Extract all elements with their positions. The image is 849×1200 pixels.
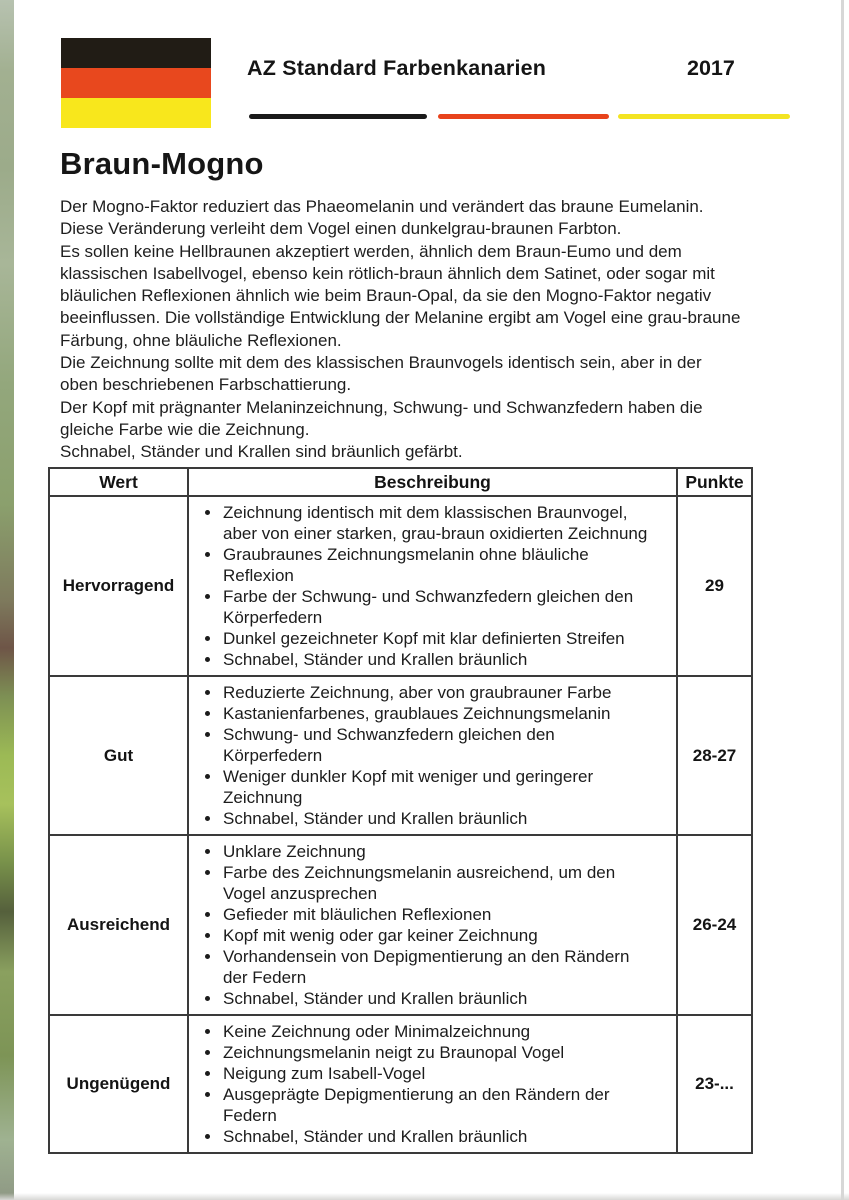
- punkte-cell: 28-27: [677, 676, 752, 835]
- page-bottom-shadow: [0, 1193, 849, 1200]
- beschreibung-cell: [188, 1015, 677, 1153]
- criteria-item: • Neigung zum Isabell-Vogel: [222, 1063, 658, 1084]
- column-header-punkte: Punkte: [677, 468, 752, 496]
- tricolor-rule-yellow: [618, 114, 790, 119]
- intro-text: [60, 196, 802, 464]
- criteria-item: • Vorhandensein von Depigmentierung an den Rändern der Federn: [222, 946, 658, 988]
- page-edge-shadow: [841, 0, 844, 1200]
- flag-black-stripe: [61, 38, 211, 68]
- beschreibung-cell: [188, 676, 677, 835]
- tricolor-rule-black: [249, 114, 427, 119]
- criteria-list: [195, 502, 658, 670]
- table-header-row: [49, 468, 752, 496]
- wert-cell: Gut: [49, 676, 188, 835]
- journal-title: AZ Standard Farbenkanarien: [247, 56, 547, 80]
- intro-line: klassischen Isabellvogel, ebenso kein rötlich-braun ähnlich dem Satinet, oder sogar mit: [60, 263, 715, 283]
- german-flag-icon: [61, 38, 211, 128]
- punkte-cell: 29: [677, 496, 752, 676]
- criteria-item: • Keine Zeichnung oder Minimalzeichnung: [222, 1021, 658, 1042]
- punkte-cell: 26-24: [677, 835, 752, 1015]
- intro-line: oben beschriebenen Farbschattierung.: [60, 375, 352, 395]
- criteria-item: • Farbe des Zeichnungsmelanin ausreichend, um den Vogel anzusprechen: [222, 862, 658, 904]
- table-row: [49, 496, 752, 676]
- criteria-item: • Kopf mit wenig oder gar keiner Zeichnung: [222, 925, 658, 946]
- criteria-item: • Weniger dunkler Kopf mit weniger und geringerer Zeichnung: [222, 766, 658, 808]
- intro-line: Der Kopf mit prägnanter Melaninzeichnung, Schwung- und Schwanzfedern haben die: [60, 397, 703, 417]
- intro-line: Schnabel, Ständer und Krallen sind bräunlich gefärbt.: [60, 442, 463, 462]
- page-title: Braun-Mogno: [60, 146, 264, 181]
- wert-cell: Ungenügend: [49, 1015, 188, 1153]
- column-header-wert: Wert: [49, 468, 188, 496]
- criteria-item: • Schwung- und Schwanzfedern gleichen den Körperfedern: [222, 724, 658, 766]
- intro-line: gleiche Farbe wie die Zeichnung.: [60, 419, 310, 439]
- criteria-item: • Ausgeprägte Depigmentierung an den Rändern der Federn: [222, 1084, 658, 1126]
- punkte-cell: 23-...: [677, 1015, 752, 1153]
- table-row: [49, 676, 752, 835]
- criteria-item: • Kastanienfarbenes, graublaues Zeichnungsmelanin: [222, 703, 658, 724]
- scan-edge-photo-strip: [0, 0, 14, 1200]
- beschreibung-cell: [188, 835, 677, 1015]
- intro-line: Der Mogno-Faktor reduziert das Phaeomelanin und verändert das braune Eumelanin.: [60, 197, 704, 216]
- table-row: [49, 835, 752, 1015]
- criteria-item: • Farbe der Schwung- und Schwanzfedern gleichen den Körperfedern: [222, 586, 658, 628]
- wert-cell: Hervorragend: [49, 496, 188, 676]
- criteria-item: • Zeichnungsmelanin neigt zu Braunopal Vogel: [222, 1042, 658, 1063]
- wert-cell: Ausreichend: [49, 835, 188, 1015]
- criteria-item: • Graubraunes Zeichnungsmelanin ohne bläuliche Reflexion: [222, 544, 658, 586]
- intro-line: beeinflussen. Die vollständige Entwicklung der Melanine ergibt am Vogel eine grau-braune: [60, 308, 741, 328]
- intro-line: Diese Veränderung verleiht dem Vogel einen dunkelgrau-braunen Farbton.: [60, 219, 622, 239]
- beschreibung-cell: [188, 496, 677, 676]
- criteria-item: • Gefieder mit bläulichen Reflexionen: [222, 904, 658, 925]
- tricolor-rule-red: [438, 114, 609, 119]
- criteria-list: [195, 682, 658, 829]
- year-label: 2017: [687, 56, 735, 80]
- column-header-beschreibung: Beschreibung: [188, 468, 677, 496]
- intro-line: Färbung, ohne bläuliche Reflexionen.: [60, 330, 342, 350]
- score-table: [48, 467, 753, 1154]
- criteria-item: • Schnabel, Ständer und Krallen bräunlich: [222, 649, 658, 670]
- flag-red-stripe: [61, 68, 211, 98]
- intro-line: Es sollen keine Hellbraunen akzeptiert werden, ähnlich dem Braun-Eumo und dem: [60, 241, 682, 261]
- criteria-item: • Schnabel, Ständer und Krallen bräunlich: [222, 988, 658, 1009]
- criteria-list: [195, 1021, 658, 1147]
- criteria-item: • Zeichnung identisch mit dem klassischen Braunvogel, aber von einer starken, grau-braun oxidierten Zeichnung: [222, 502, 658, 544]
- criteria-item: • Schnabel, Ständer und Krallen bräunlich: [222, 1126, 658, 1147]
- intro-line: Die Zeichnung sollte mit dem des klassischen Braunvogels identisch sein, aber in der: [60, 353, 702, 373]
- criteria-item: • Reduzierte Zeichnung, aber von graubrauner Farbe: [222, 682, 658, 703]
- criteria-item: • Unklare Zeichnung: [222, 841, 658, 862]
- criteria-list: [195, 841, 658, 1009]
- criteria-item: • Dunkel gezeichneter Kopf mit klar definierten Streifen: [222, 628, 658, 649]
- flag-yellow-stripe: [61, 98, 211, 128]
- intro-line: bläulichen Reflexionen ähnlich wie beim Braun-Opal, da sie den Mogno-Faktor negativ: [60, 286, 712, 306]
- table-row: [49, 1015, 752, 1153]
- criteria-item: • Schnabel, Ständer und Krallen bräunlich: [222, 808, 658, 829]
